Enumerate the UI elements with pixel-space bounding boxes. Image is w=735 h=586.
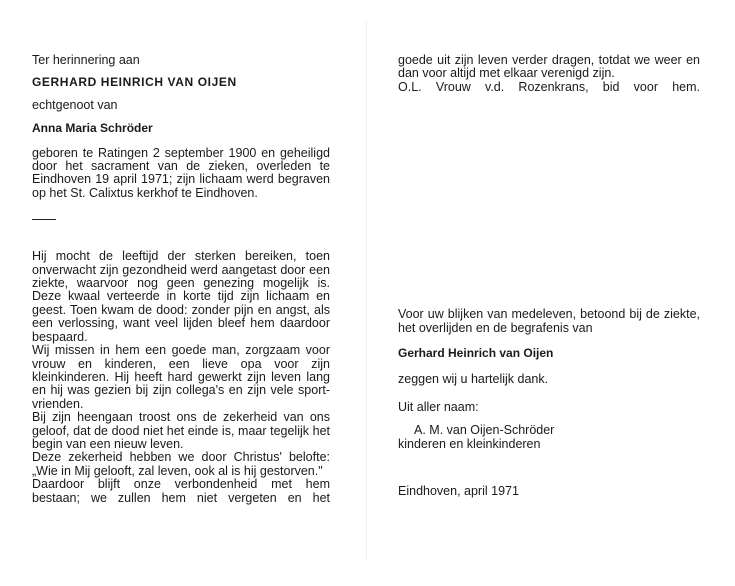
signed-family: kinderen en kleinkinderen xyxy=(398,436,541,451)
spouse-intro: echtgenoot van xyxy=(32,97,118,112)
left-panel xyxy=(32,44,330,505)
text-paragraph-2: Wij missen in hem een goede man, zorgzaam voor vrouw en kinderen, een lieve opa voor zijn kleinkinderen. Hij heeft hard gewerkt zijn leven lang en hij was gezien bij zijn collega's en zijn vele sport-vrienden. xyxy=(32,343,330,411)
continuation-text: goede uit zijn leven verder dragen, totdat we weer en dan voor altijd met elkaar verenigd zijn. xyxy=(398,53,700,81)
text-paragraph-4: Deze zekerheid hebben we door Christus' belofte: „Wie in Mij gelooft, zal leven, ook al is hij gestorven." xyxy=(32,450,330,478)
signed-intro: Uit aller naam: xyxy=(398,399,479,414)
right-panel xyxy=(398,44,700,498)
text-paragraph-5: Daardoor blijft onze verbondenheid met hem bestaan; we zullen hem niet vergeten en het xyxy=(32,477,330,505)
separator-dash xyxy=(32,219,56,220)
spouse-name: Anna Maria Schröder xyxy=(32,121,153,136)
text-paragraph-1: Hij mocht de leeftijd der sterken bereiken, toen onverwacht zijn gezondheid werd aangetast door een ziekte, waarvoor nog geen genezing mogelijk is. Deze kwaal verteerde in korte tijd zijn lichaam en geest. Toen kwam de dood: zonder pijn en angst, als een verlossing, want veel lijden bleef hem daardoor bespaard. xyxy=(32,249,330,344)
prayer-text: O.L. Vrouw v.d. Rozenkrans, bid voor hem. xyxy=(398,79,700,94)
place-date: Eindhoven, april 1971 xyxy=(398,484,519,499)
thanks-text: zeggen wij u hartelijk dank. xyxy=(398,372,549,387)
thanks-intro: Voor uw blijken van medeleven, betoond bij de ziekte, het overlijden en de begrafenis van xyxy=(398,307,700,335)
signed-name: A. M. van Oijen-Schröder xyxy=(414,423,555,438)
card-fold xyxy=(366,20,367,560)
thanks-name: Gerhard Heinrich van Oijen xyxy=(398,346,554,361)
bio-text: geboren te Ratingen 2 september 1900 en geheiligd door het sacrament van de zieken, overleden te Eindhoven 19 april 1971; zijn lichaam werd begraven op het St. Calixtus kerkhof te Eindhoven. xyxy=(32,145,330,200)
text-paragraph-3: Bij zijn heengaan troost ons de zekerheid van ons geloof, dat de dood niet het einde is, maar tegelijk het begin van een nieuw leven. xyxy=(32,410,330,451)
intro-text: Ter herinnering aan xyxy=(32,53,140,67)
deceased-name: GERHARD HEINRICH VAN OIJEN xyxy=(32,75,237,90)
